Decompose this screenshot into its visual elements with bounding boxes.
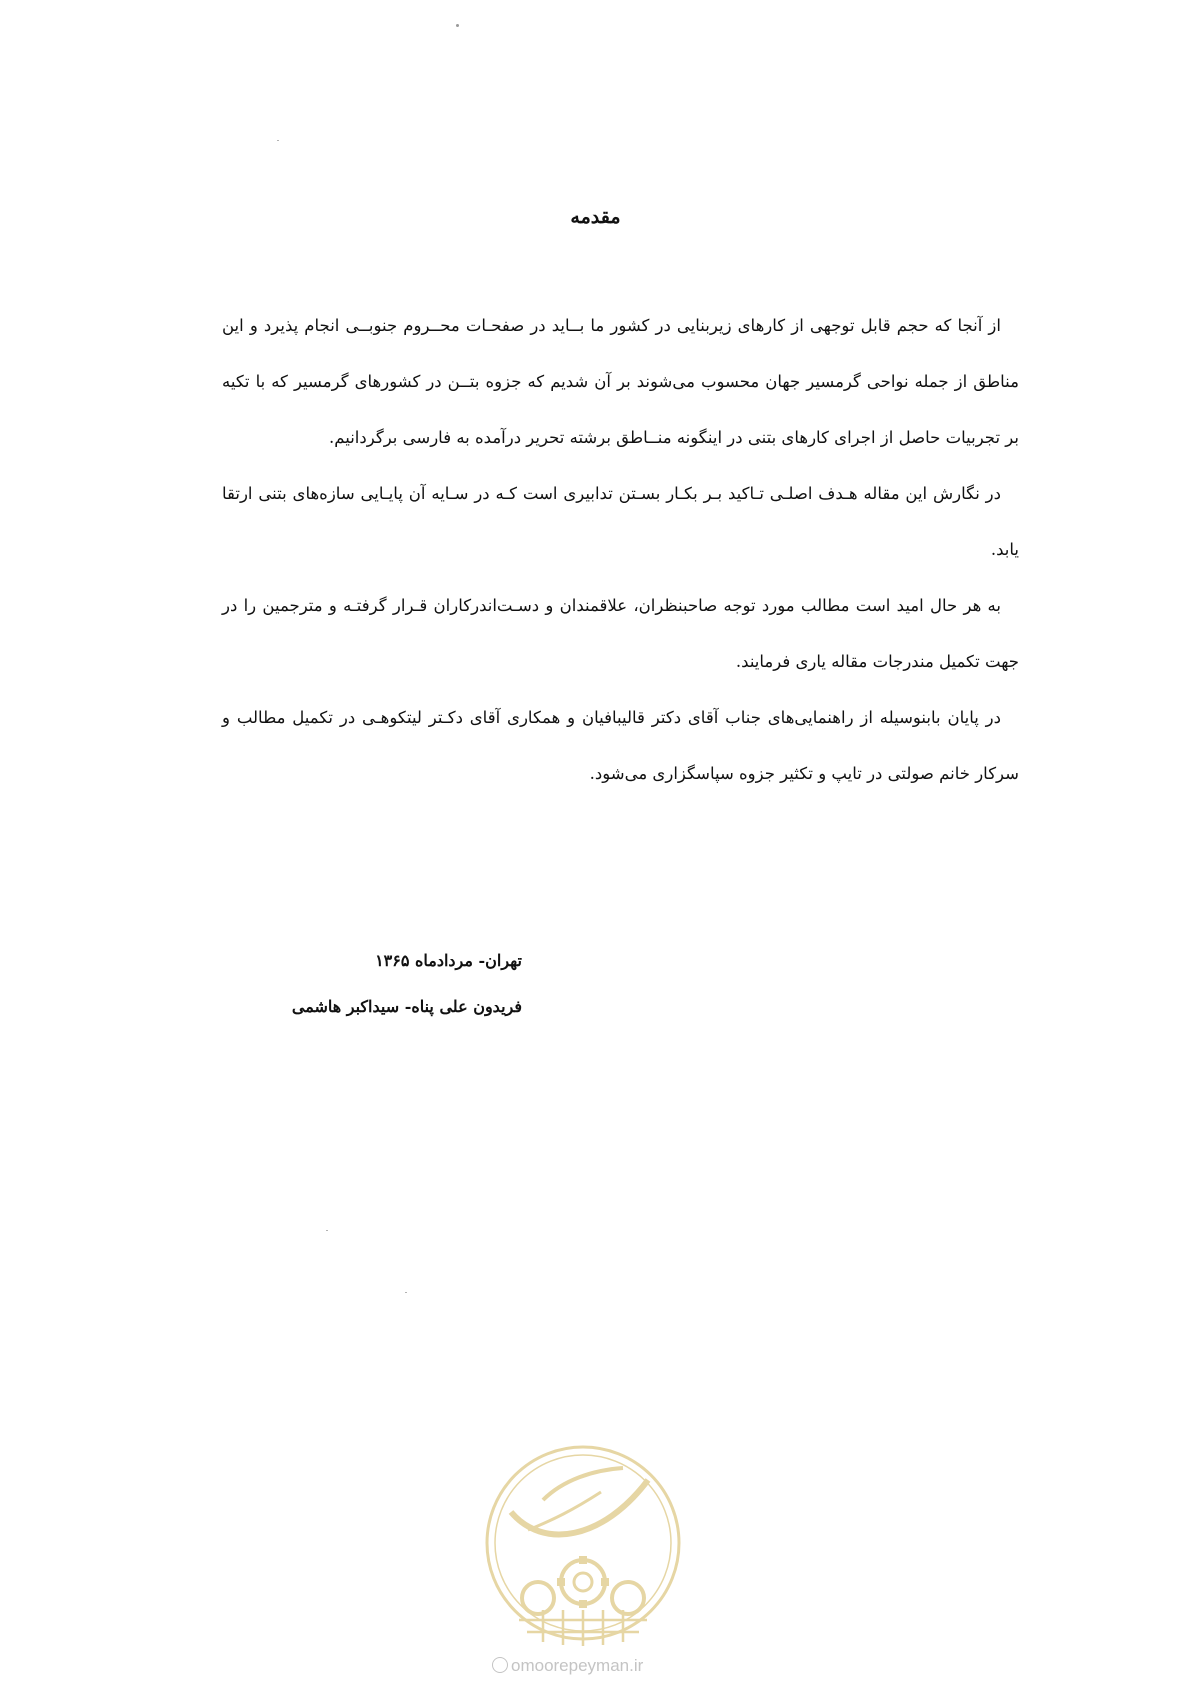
page-title: مقدمه xyxy=(570,205,621,228)
scan-speck xyxy=(456,24,459,27)
watermark-url xyxy=(492,1656,643,1676)
introduction-body xyxy=(222,298,1019,802)
gear-tooth xyxy=(579,1556,587,1564)
watermark-url-text: omoorepeyman.ir xyxy=(511,1656,644,1675)
scan-speck xyxy=(326,1230,328,1231)
gear-tooth xyxy=(579,1600,587,1608)
scan-speck xyxy=(405,1292,407,1293)
gear-hub xyxy=(574,1573,592,1591)
place-date: تهران- مردادماه ۱۳۶۵ xyxy=(375,951,522,970)
scan-speck xyxy=(277,140,279,141)
authors: فریدون علی پناه- سیداکبر هاشمی xyxy=(291,997,522,1016)
paragraph: از آنجا که حجم قابل توجهی از کارهای زیربنایی در کشور ما بــاید در صفحـات محــروم جنوبــی انجام پذیرد و این مناطق از جمله نواحی گرمسیر جهان محسوب می‌شوند بر آن شدیم که جزوه بتــن در کشورهای گرمسیر که با تکیه بر تجربیات حاصل از اجرای کارهای بتنی در اینگونه منــاطق برشته تحریر درآمده به فارسی برگردانیم. xyxy=(222,316,1019,447)
globe-icon xyxy=(492,1657,508,1673)
logo-swash xyxy=(543,1468,623,1500)
gear-icon xyxy=(561,1560,605,1604)
gear-tooth xyxy=(557,1578,565,1586)
signature-block xyxy=(222,938,522,1030)
logo-swash xyxy=(528,1492,601,1530)
gear-icon xyxy=(522,1582,554,1614)
paragraph: در پایان بابنوسیله از راهنمایی‌های جناب آقای دکتر قالیبافیان و همکاری آقای دکـتر لیتکوهـی در تکمیل مطالب و سرکار خانم صولتی در تایپ و تکثیر جزوه سپاسگزاری می‌شود. xyxy=(222,708,1019,783)
paragraph: در نگارش این مقاله هـدف اصلـی تـاکید بـر بکـار بسـتن تدابیری است کـه در سـایه آن پایـایی سازه‌های بتنی ارتقا یابد. xyxy=(222,484,1019,559)
gear-icon xyxy=(612,1582,644,1614)
gear-tooth xyxy=(601,1578,609,1586)
watermark-logo xyxy=(483,1440,683,1646)
logo-swash xyxy=(511,1480,648,1534)
paragraph: به هر حال امید است مطالب مورد توجه صاحبنظران، علاقمندان و دسـت‌اندرکاران قـرار گرفتـه و مترجمین را در جهت تکمیل مندرجات مقاله یاری فرمایند. xyxy=(222,596,1019,671)
